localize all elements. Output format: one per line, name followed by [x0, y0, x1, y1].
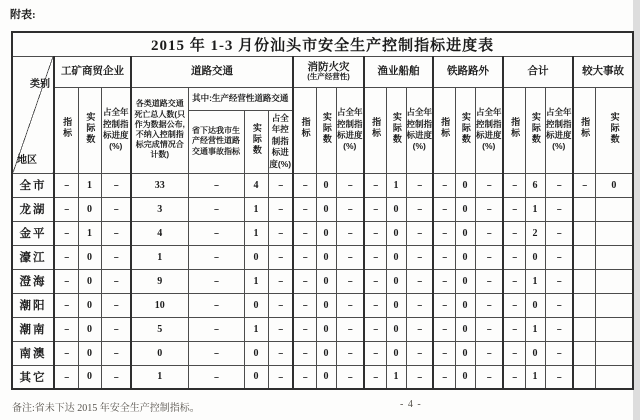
table-cell: -- [54, 365, 78, 389]
table-cell: 5 [131, 317, 188, 341]
table-cell: -- [268, 245, 293, 269]
table-cell [573, 269, 595, 293]
col-header-railway-actual: 实际数 [455, 87, 475, 173]
table-cell: -- [503, 221, 525, 245]
table-cell: 1 [78, 221, 101, 245]
table-cell: -- [364, 197, 386, 221]
table-cell: 0 [316, 317, 336, 341]
region-cell: 金平 [12, 221, 54, 245]
table-cell: -- [433, 317, 455, 341]
table-cell: -- [101, 245, 131, 269]
table-cell [573, 365, 595, 389]
group-header-fire [293, 56, 364, 87]
table-cell: 0 [386, 221, 406, 245]
table-cell: -- [336, 365, 364, 389]
table-cell: 0 [244, 293, 268, 317]
col-header-total-indicator: 指标 [503, 87, 525, 173]
region-cell: 龙湖 [12, 197, 54, 221]
table-cell: -- [268, 365, 293, 389]
table-cell: 0 [244, 341, 268, 365]
table-cell: -- [433, 365, 455, 389]
table-cell: -- [475, 173, 503, 197]
region-cell: 潮阳 [12, 293, 54, 317]
table-cell [595, 269, 633, 293]
table-cell: 4 [244, 173, 268, 197]
table-cell: -- [188, 317, 244, 341]
table-cell: -- [336, 197, 364, 221]
table-cell: -- [101, 197, 131, 221]
table-cell: -- [336, 245, 364, 269]
table-cell: 1 [244, 197, 268, 221]
page-number: - 4 - [400, 399, 422, 410]
table-cell: -- [101, 173, 131, 197]
progress-table [11, 31, 634, 390]
col-header-fire-indicator: 指标 [293, 87, 316, 173]
region-cell: 全市 [12, 173, 54, 197]
table-cell: -- [503, 269, 525, 293]
table-cell: 0 [386, 245, 406, 269]
table-cell: 3 [131, 197, 188, 221]
table-cell: 0 [386, 293, 406, 317]
table-cell: -- [188, 293, 244, 317]
table-cell: -- [364, 293, 386, 317]
table-cell: -- [293, 197, 316, 221]
table-cell: -- [268, 197, 293, 221]
col-header-total-actual: 实际数 [525, 87, 545, 173]
table-cell: -- [503, 197, 525, 221]
table-cell: -- [54, 197, 78, 221]
table-cell: -- [475, 221, 503, 245]
table-cell: 0 [386, 197, 406, 221]
table-cell: -- [545, 173, 573, 197]
table-cell [595, 317, 633, 341]
table-cell: -- [503, 173, 525, 197]
table-cell [573, 341, 595, 365]
table-cell: -- [475, 197, 503, 221]
table-cell: 2 [525, 221, 545, 245]
table-cell: -- [364, 341, 386, 365]
table-cell: 0 [525, 293, 545, 317]
table-cell: 0 [386, 317, 406, 341]
table-cell: 0 [525, 341, 545, 365]
table-cell: -- [101, 365, 131, 389]
table-cell: 0 [244, 365, 268, 389]
table-cell: -- [188, 269, 244, 293]
col-header-road-progress: 占全年控制指标进度(%) [268, 110, 293, 173]
table-cell: -- [188, 245, 244, 269]
table-cell: 0 [455, 221, 475, 245]
table-cell: -- [54, 341, 78, 365]
corner-region-label: 地区 [17, 154, 37, 166]
table-cell: 0 [316, 221, 336, 245]
table-cell: 0 [455, 173, 475, 197]
table-cell: -- [293, 317, 316, 341]
table-cell: -- [433, 173, 455, 197]
table-cell: -- [545, 221, 573, 245]
table-cell: 0 [455, 269, 475, 293]
table-cell: -- [268, 173, 293, 197]
table-cell [573, 197, 595, 221]
table-row [12, 173, 633, 197]
col-header-industry-progress: 占全年控制指标进度(%) [101, 87, 131, 173]
table-cell: -- [54, 317, 78, 341]
table-cell [573, 245, 595, 269]
table-cell: -- [336, 317, 364, 341]
table-cell: -- [573, 173, 595, 197]
table-cell: 1 [525, 317, 545, 341]
col-header-road-among: 其中:生产经营性道路交通 [188, 87, 293, 110]
table-cell: 10 [131, 293, 188, 317]
table-cell: -- [406, 365, 433, 389]
table-cell: -- [406, 341, 433, 365]
table-cell: -- [188, 173, 244, 197]
table-cell: -- [188, 221, 244, 245]
table-cell: -- [268, 293, 293, 317]
table-cell: -- [364, 221, 386, 245]
region-cell: 濠江 [12, 245, 54, 269]
table-cell: 1 [78, 173, 101, 197]
group-header-road: 道路交通 [131, 56, 293, 87]
table-cell [595, 341, 633, 365]
table-cell: -- [101, 221, 131, 245]
table-cell: -- [268, 317, 293, 341]
region-cell: 澄海 [12, 269, 54, 293]
table-cell: 1 [244, 221, 268, 245]
table-cell: 0 [78, 245, 101, 269]
table-cell: -- [101, 293, 131, 317]
group-header-fire-note: (生产经营性) [307, 72, 350, 82]
region-cell: 其它 [12, 365, 54, 389]
table-row [12, 317, 633, 341]
table-cell [573, 317, 595, 341]
col-header-fishing-progress: 占全年控制指标进度(%) [406, 87, 433, 173]
table-cell: 0 [595, 173, 633, 197]
table-cell: 0 [78, 293, 101, 317]
table-cell: -- [503, 245, 525, 269]
table-cell: -- [54, 245, 78, 269]
table-cell: -- [475, 341, 503, 365]
table-cell: -- [293, 293, 316, 317]
table-cell: -- [54, 221, 78, 245]
table-cell [595, 293, 633, 317]
table-cell [595, 221, 633, 245]
table-cell: -- [475, 269, 503, 293]
table-cell: 0 [386, 341, 406, 365]
region-cell: 潮南 [12, 317, 54, 341]
table-cell: 1 [131, 365, 188, 389]
table-row [12, 245, 633, 269]
table-cell: -- [406, 245, 433, 269]
table-cell: -- [268, 269, 293, 293]
table-cell: 1 [244, 269, 268, 293]
table-cell: 9 [131, 269, 188, 293]
table-cell: 0 [386, 269, 406, 293]
table-cell: 4 [131, 221, 188, 245]
table-cell: -- [475, 317, 503, 341]
table-cell: 0 [316, 197, 336, 221]
table-cell: 0 [455, 293, 475, 317]
table-cell: -- [101, 341, 131, 365]
table-cell: -- [545, 365, 573, 389]
corner-header-cell [12, 56, 54, 173]
table-cell: -- [364, 173, 386, 197]
table-cell: -- [54, 269, 78, 293]
col-header-fire-actual: 实际数 [316, 87, 336, 173]
table-body [12, 173, 633, 389]
table-cell: -- [54, 293, 78, 317]
table-cell: -- [54, 173, 78, 197]
table-cell: -- [101, 317, 131, 341]
table-cell: -- [336, 221, 364, 245]
table-row [12, 197, 633, 221]
table-cell: 6 [525, 173, 545, 197]
table-cell: 1 [131, 245, 188, 269]
table-cell: -- [268, 341, 293, 365]
table-cell: -- [433, 269, 455, 293]
table-cell: -- [188, 341, 244, 365]
table-cell: 1 [525, 269, 545, 293]
table-row [12, 341, 633, 365]
table-cell: -- [406, 269, 433, 293]
table-cell: -- [433, 197, 455, 221]
col-header-major-actual: 实际数 [595, 87, 633, 173]
table-cell: 0 [316, 173, 336, 197]
table-cell [595, 365, 633, 389]
table-cell: -- [433, 341, 455, 365]
table-title: 2015 年 1-3 月份汕头市安全生产控制指标进度表 [12, 32, 633, 56]
table-cell: -- [336, 269, 364, 293]
table-cell: -- [188, 365, 244, 389]
table-cell: 0 [131, 341, 188, 365]
table-cell: -- [406, 221, 433, 245]
table-cell: -- [503, 317, 525, 341]
table-cell: -- [336, 173, 364, 197]
col-header-railway-progress: 占全年控制指标进度(%) [475, 87, 503, 173]
table-cell: -- [406, 173, 433, 197]
col-header-major-indicator: 指标 [573, 87, 595, 173]
table-cell: 0 [316, 245, 336, 269]
table-cell [595, 197, 633, 221]
col-header-fire-progress: 占全年控制指标进度(%) [336, 87, 364, 173]
table-cell: 1 [386, 365, 406, 389]
table-cell: -- [475, 365, 503, 389]
table-row [12, 365, 633, 389]
table-cell: -- [433, 221, 455, 245]
table-cell: -- [545, 269, 573, 293]
table-cell: -- [293, 341, 316, 365]
table-cell: -- [475, 245, 503, 269]
region-cell: 南澳 [12, 341, 54, 365]
table-cell: -- [364, 317, 386, 341]
col-header-road-prov-indicator: 省下达我市生产经营性道路交通事故指标 [188, 110, 244, 173]
col-header-fishing-indicator: 指标 [364, 87, 386, 173]
col-header-road-death-total: 各类道路交通死亡总人数(只作为数据公布,不纳入控制指标完成情况合计数) [131, 87, 188, 173]
table-cell: -- [406, 197, 433, 221]
table-cell: 0 [455, 317, 475, 341]
table-cell: 0 [316, 341, 336, 365]
table-cell: -- [433, 293, 455, 317]
table-cell: 33 [131, 173, 188, 197]
table-cell: -- [293, 173, 316, 197]
table-cell: 0 [78, 341, 101, 365]
group-header-fishing: 渔业船舶 [364, 56, 433, 87]
group-header-industry: 工矿商贸企业 [54, 56, 131, 87]
table-cell: 0 [455, 245, 475, 269]
table-cell: -- [188, 197, 244, 221]
col-header-railway-indicator: 指标 [433, 87, 455, 173]
table-cell [573, 293, 595, 317]
corner-category-label: 类别 [30, 78, 50, 90]
table-row [12, 293, 633, 317]
table-cell: -- [545, 317, 573, 341]
table-cell: -- [503, 365, 525, 389]
table-cell: -- [545, 245, 573, 269]
table-row [12, 221, 633, 245]
table-cell: -- [406, 293, 433, 317]
col-header-fishing-actual: 实际数 [386, 87, 406, 173]
table-cell: -- [545, 341, 573, 365]
table-cell: 0 [78, 365, 101, 389]
table-cell: -- [475, 293, 503, 317]
table-cell: -- [364, 245, 386, 269]
table-row [12, 269, 633, 293]
table-cell [573, 221, 595, 245]
table-cell: 0 [244, 245, 268, 269]
footer-note: 备注:省未下达 2015 年安全生产控制指标。 [12, 403, 200, 414]
table-cell: -- [268, 221, 293, 245]
table-cell: -- [545, 293, 573, 317]
table-cell: 0 [455, 341, 475, 365]
col-header-total-progress: 占全年控制指标进度(%) [545, 87, 573, 173]
col-header-road-actual: 实际数 [244, 110, 268, 173]
group-header-major-accident: 较大事故 [573, 56, 633, 87]
table-cell: -- [503, 341, 525, 365]
table-cell: 0 [455, 197, 475, 221]
attachment-label: 附表: [10, 9, 36, 21]
table-cell: 0 [455, 365, 475, 389]
table-cell: 0 [316, 269, 336, 293]
table-cell: -- [101, 269, 131, 293]
group-header-fire-title: 消防火灾 [307, 60, 350, 73]
table-cell: -- [545, 197, 573, 221]
col-header-industry-actual: 实际数 [78, 87, 101, 173]
table-cell: 0 [316, 293, 336, 317]
table-cell: 0 [525, 245, 545, 269]
table-cell: 1 [525, 197, 545, 221]
table-cell: -- [336, 293, 364, 317]
table-cell: -- [293, 269, 316, 293]
group-header-railway: 铁路路外 [433, 56, 503, 87]
table-cell: 0 [316, 365, 336, 389]
table-cell: -- [293, 245, 316, 269]
table-cell: 1 [525, 365, 545, 389]
table-cell: -- [364, 365, 386, 389]
table-cell: 0 [78, 317, 101, 341]
table-cell: -- [293, 365, 316, 389]
col-header-industry-indicator: 指标 [54, 87, 78, 173]
table-cell: -- [336, 341, 364, 365]
table-cell: -- [293, 221, 316, 245]
table-cell: -- [406, 317, 433, 341]
table-cell: 0 [78, 269, 101, 293]
table-cell [595, 245, 633, 269]
table-cell: -- [433, 245, 455, 269]
group-header-total: 合计 [503, 56, 573, 87]
table-cell: 1 [244, 317, 268, 341]
table-cell: 1 [386, 173, 406, 197]
table-cell: 0 [78, 197, 101, 221]
table-cell: -- [364, 269, 386, 293]
table-cell: -- [503, 293, 525, 317]
